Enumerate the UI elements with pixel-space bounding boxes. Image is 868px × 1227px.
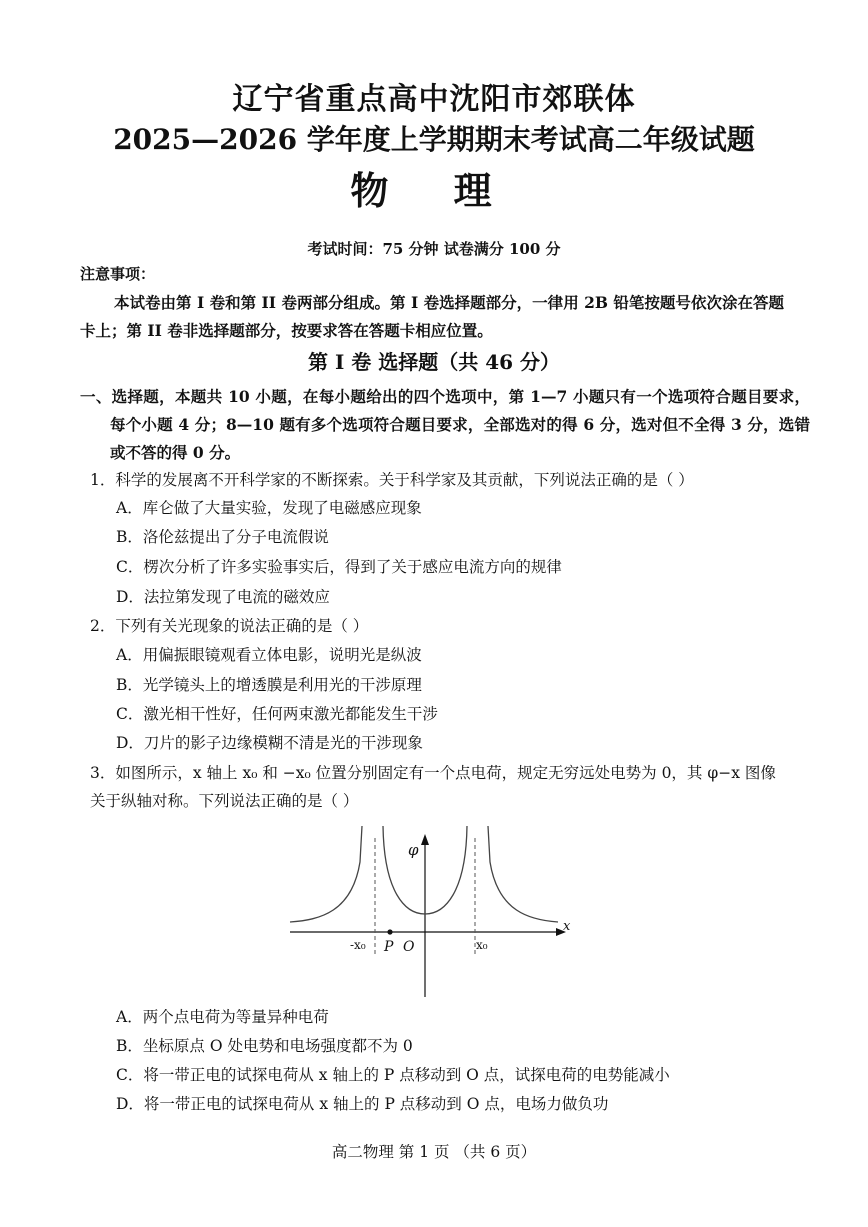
question-2-stem: 2．下列有关光现象的说法正确的是（ ） xyxy=(90,617,369,635)
exam-info: 考试时间：75 分钟 试卷满分 100 分 xyxy=(307,240,561,258)
section-title: 第 I 卷 选择题（共 46 分） xyxy=(307,350,560,374)
notice-title: 注意事项： xyxy=(80,265,156,283)
question-2-option-c: C．激光相干性好，任何两束激光都能发生干涉 xyxy=(116,705,438,723)
curve-left xyxy=(290,826,362,922)
point-p xyxy=(387,929,392,934)
question-2-option-d: D．刀片的影子边缘模糊不清是光的干涉现象 xyxy=(116,734,423,752)
curve-right xyxy=(488,826,558,922)
label-neg-x0: -x₀ xyxy=(350,938,366,952)
question-1-option-b: B．洛伦兹提出了分子电流假说 xyxy=(116,528,329,546)
x-axis-label: x xyxy=(563,919,571,934)
question-3-stem: 3．如图所示，x 轴上 x₀ 和 −x₀ 位置分别固定有一个点电荷，规定无穷远处电势为 0，其 φ−x 图像关于纵轴对称。下列说法正确的是（ ） xyxy=(90,764,776,810)
subject-title: 物 理 xyxy=(350,168,518,213)
label-x0: x₀ xyxy=(476,938,488,952)
question-3-option-b: B．坐标原点 O 处电势和电场强度都不为 0 xyxy=(116,1037,413,1055)
notice-body: 本试卷由第 I 卷和第 II 卷两部分组成。第 I 卷选择题部分，一律用 2B 铅笔按题号依次涂在答题卡上；第 II 卷非选择题部分，按要求答在答题卡相应位置。 xyxy=(80,293,784,340)
question-2-option-b: B．光学镜头上的增透膜是利用光的干涉原理 xyxy=(116,676,422,694)
question-1-option-c: C．楞次分析了许多实验事实后，得到了关于感应电流方向的规律 xyxy=(116,558,562,576)
question-3-option-a: A．两个点电荷为等量异种电荷 xyxy=(116,1008,329,1026)
question-1-stem: 1．科学的发展离不开科学家的不断探索。关于科学家及其贡献，下列说法正确的是（ ） xyxy=(90,471,694,489)
page-footer: 高二物理 第 1 页 （共 6 页） xyxy=(331,1143,537,1161)
y-axis-arrow xyxy=(421,834,429,845)
label-o: O xyxy=(403,939,415,955)
question-1-option-d: D．法拉第发现了电流的磁效应 xyxy=(116,588,330,606)
question-3-option-d: D．将一带正电的试探电荷从 x 轴上的 P 点移动到 O 点，电场力做负功 xyxy=(116,1095,609,1113)
y-axis-label: φ xyxy=(408,841,419,859)
question-2-option-a: A．用偏振眼镜观看立体电影，说明光是纵波 xyxy=(116,646,422,664)
label-p: P xyxy=(384,939,394,955)
header-line1: 辽宁省重点高中沈阳市郊联体 xyxy=(232,82,636,117)
question-3-option-c: C．将一带正电的试探电荷从 x 轴上的 P 点移动到 O 点，试探电荷的电势能减小 xyxy=(116,1066,670,1084)
phi-x-graph xyxy=(280,822,580,1000)
section-instructions: 一、选择题，本题共 10 小题，在每小题给出的四个选项中，第 1—7 小题只有一个选项符合题目要求，每个小题 4 分；8—10 题有多个选项符合题目要求，全部选对的得 6 分，选对但不全得 3 分，选错或不答的得 0 分。 xyxy=(80,387,810,462)
header-line2: 2025—2026 学年度上学期期末考试高二年级试题 xyxy=(113,123,755,156)
question-1-option-a: A．库仑做了大量实验，发现了电磁感应现象 xyxy=(116,499,422,517)
